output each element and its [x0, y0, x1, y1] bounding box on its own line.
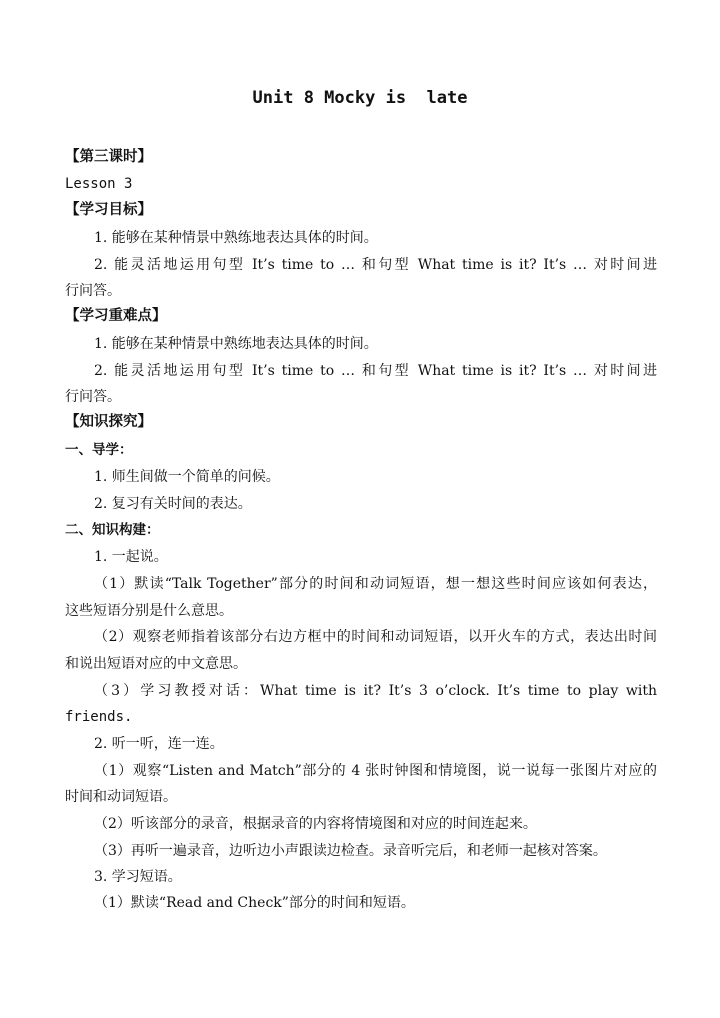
activity-1-step-3: （3）学习教授对话：What time is it? It’s 3 o’clock. It’s time to play with — [94, 683, 657, 699]
objective-item-2-cont: 行问答。 — [65, 283, 121, 299]
lesson-label: Lesson 3 — [65, 176, 133, 192]
activity-3-heading: 3. 学习短语。 — [94, 869, 182, 885]
activity-2-step-1: （1）观察“Listen and Match”部分的 4 张时钟图和情境图，说一说每一张图片对应的 — [94, 763, 657, 779]
activity-3-step-1: （1）默读“Read and Check”部分的时间和短语。 — [94, 895, 415, 911]
subsection-heading-guided-study: 一、导学： — [65, 442, 133, 458]
objective-item-2: 2. 能灵活地运用句型 It’s time to … 和句型 What time is it? It’s … 对时间进 — [94, 257, 657, 273]
key-point-item-1: 1. 能够在某种情景中熟练地表达具体的时间。 — [94, 336, 378, 352]
section-heading-key-points: 【学习重难点】 — [65, 307, 167, 324]
activity-1-step-2-cont: 和说出短语对应的中文意思。 — [65, 656, 247, 672]
activity-2-step-2: （2）听该部分的录音，根据录音的内容将情境图和对应的时间连起来。 — [94, 816, 537, 832]
key-point-item-2: 2. 能灵活地运用句型 It’s time to … 和句型 What time is it? It’s … 对时间进 — [94, 363, 657, 379]
activity-1-step-1: （1）默读“Talk Together”部分的时间和动词短语，想一想这些时间应该如何表达， — [94, 576, 657, 592]
activity-2-step-3: （3）再听一遍录音，边听边小声跟读边检查。录音听完后，和老师一起核对答案。 — [94, 843, 607, 859]
activity-1-step-2: （2）观察老师指着该部分右边方框中的时间和动词短语，以开火车的方式，表达出时间 — [94, 629, 657, 645]
section-heading-exploration: 【知识探究】 — [65, 413, 152, 430]
key-point-item-2-cont: 行问答。 — [65, 389, 121, 405]
activity-2-step-1-cont: 时间和动词短语。 — [65, 789, 177, 805]
activity-1-step-1-cont: 这些短语分别是什么意思。 — [65, 603, 233, 619]
guided-item-2: 2. 复习有关时间的表达。 — [94, 496, 252, 512]
activity-1-step-3-cont: friends. — [65, 709, 133, 725]
section-heading-objectives: 【学习目标】 — [65, 201, 152, 218]
objective-item-1: 1. 能够在某种情景中熟练地表达具体的时间。 — [94, 230, 378, 246]
activity-1-heading: 1. 一起说。 — [94, 549, 168, 565]
page-title: Unit 8 Mocky is late — [252, 88, 468, 108]
subsection-heading-knowledge-building: 二、知识构建： — [65, 522, 160, 538]
activity-2-heading: 2. 听一听，连一连。 — [94, 736, 224, 752]
section-heading-lesson-period: 【第三课时】 — [65, 148, 152, 165]
guided-item-1: 1. 师生间做一个简单的问候。 — [94, 469, 280, 485]
